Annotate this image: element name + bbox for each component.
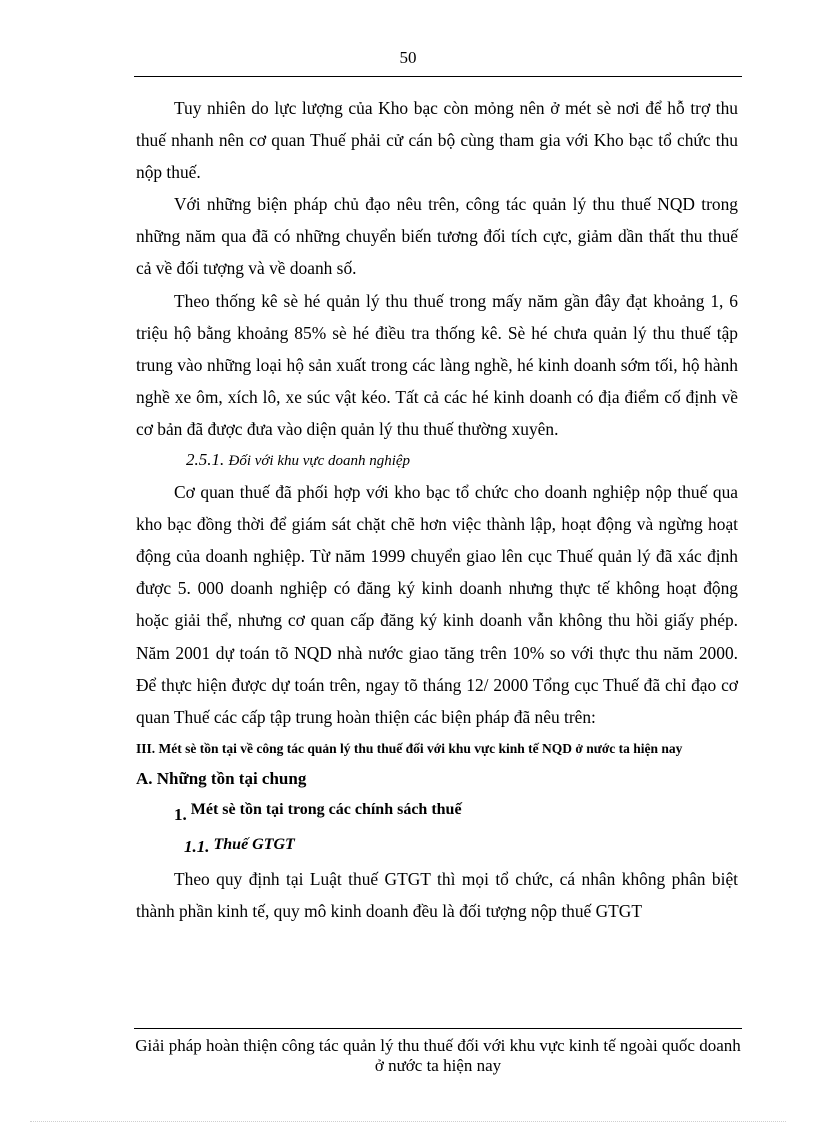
page-number: 50 [399,48,417,67]
body-paragraph: Tuy nhiên do lực lượng của Kho bạc còn mỏng nên ở mét sè nơi để hỗ trợ thu thuế nhanh nên cơ quan Thuế phải cử cán bộ cùng tham gia với Kho bạc tổ chức thu nộp thuế. [136,98,738,183]
heading-1-1-number: 1.1. [184,836,210,856]
heading-a: A. Những tồn tại chung [136,768,307,788]
heading-1-1-title: Thuế GTGT [213,835,295,853]
heading-1-1 [184,832,738,863]
body-paragraph: Theo quy định tại Luật thuế GTGT thì mọi tổ chức, cá nhân không phân biệt thành phần kinh tế, quy mô kinh doanh đều là đối tượng nộp thuế GTGT [136,868,738,921]
heading-1 [174,799,738,832]
heading-1-title: Mét sè tồn tại trong các chính sách thuế [190,800,462,818]
body-paragraph: Với những biện pháp chủ đạo nêu trên, công tác quản lý thu thuế NQD trong những năm qua đã có những chuyển biến tương đối tích cực, giảm dần thất thu thuế cả về đối tượng và về doanh số. [136,194,738,279]
page-footer: Giải pháp hoàn thiện công tác quản lý thu thuế đối với khu vực kinh tế ngoài quốc doanh ở nước ta hiện nay [135,1036,741,1075]
subsection-number: 2.5.1. [186,450,225,470]
body-paragraph: Theo thống kê sè hé quản lý thu thuế trong mấy năm gần đây đạt khoảng 1, 6 triệu hộ bằng khoảng 85% sè hé điều tra thống kê. Sè hé chưa quản lý thu thuế tập trung vào những loại hộ sản xuất trong các làng nghề, hé kinh doanh sớm tối, hộ hành nghề xe ôm, xích lô, xe súc vật kéo. Tất cả các hé kinh doanh có địa điểm cố định về cơ bản đã được đưa vào diện quản lý thu thuế thường xuyên. [136,290,738,439]
footer-rule [134,1028,742,1029]
document-body [136,92,738,927]
page-edge-dotted-line [30,1121,786,1122]
subsection-heading [186,445,738,476]
subsection-title: Đối với khu vực doanh nghiệp [228,453,411,470]
section-heading: III. Mét sè tồn tại về công tác quản lý thu thuế đối với khu vực kinh tế NQD ở nước ta hiện nay [136,740,683,756]
heading-1-number: 1. [174,804,187,824]
body-paragraph: Cơ quan thuế đã phối hợp với kho bạc tổ chức cho doanh nghiệp nộp thuế qua kho bạc đồng thời để giám sát chặt chẽ hơn việc thành lập, hoạt động và ngừng hoạt động của doanh nghiệp. Từ năm 1999 chuyển giao lên cục Thuế quản lý đã xác định được 5. 000 doanh nghiệp có đăng ký kinh doanh nhưng thực tế không hoạt động hoặc giải thể, nhưng cơ quan cấp đăng ký kinh doanh vẫn không thu hồi giấy phép. Năm 2001 dự toán tõ NQD nhà nước giao tăng trên 10% so với thực thu năm 2000. Để thực hiện được dự toán trên, ngay tõ tháng 12/ 2000 Tổng cục Thuế đã chỉ đạo cơ quan Thuế các cấp tập trung hoàn thiện các biện pháp đã nêu trên: [136,482,738,727]
header-rule [134,76,742,77]
